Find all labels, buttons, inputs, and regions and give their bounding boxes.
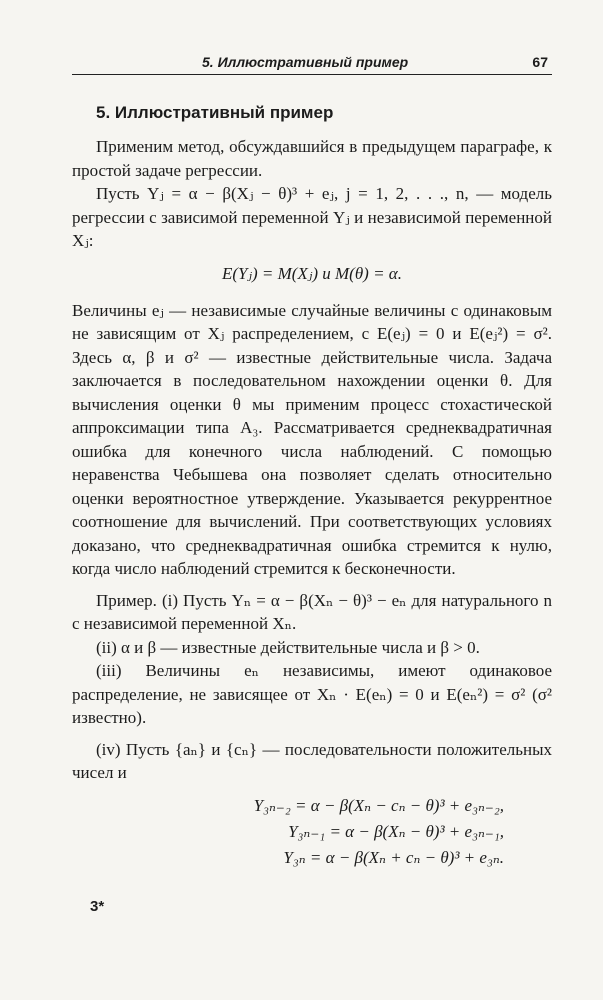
formula-expectation: E(Yⱼ) = M(Xⱼ) и M(θ) = α. xyxy=(222,263,402,283)
page-number: 67 xyxy=(532,54,548,70)
paragraph-intro: Применим метод, обсуждавшийся в предыдущем параграфе, к простой задаче регрессии. xyxy=(72,137,552,180)
signature-mark: 3* xyxy=(90,898,105,915)
formula-y3n-minus-2: Y₃ₙ₋₂ = α − β(Xₙ − cₙ − θ)³ + e₃ₙ₋₂, xyxy=(253,795,504,815)
paragraph-example-ii: (ii) α и β — известные действительные числа и β > 0. xyxy=(96,637,480,657)
book-page xyxy=(72,48,552,871)
running-head xyxy=(72,48,552,75)
running-head-title: 5. Иллюстративный пример xyxy=(202,54,409,70)
section-title: 5. Иллюстративный пример xyxy=(96,103,334,122)
formula-y3n-minus-1: Y₃ₙ₋₁ = α − β(Xₙ − θ)³ + e₃ₙ₋₁, xyxy=(288,821,504,841)
paragraph-model: Пусть Yⱼ = α − β(Xⱼ − θ)³ + eⱼ, j = 1, 2, . . ., n, — модель регрессии с зависимой переменной Yⱼ и независимой переменной Xⱼ: xyxy=(72,184,552,250)
paragraph-description: Величины eⱼ — независимые случайные величины с одинаковым не зависящим от Xⱼ распределением, с E(eⱼ) = 0 и E(eⱼ²) = σ². Здесь α, β и σ² — известные действительные числа. Задача заключается в последовательном нахождении оценки θ. Для вычисления оценки θ мы применим процесс стохастической аппроксимации типа A₃. Рассматривается среднеквадратичная ошибка для конечного числа наблюдений. С помощью неравенства Чебышева она позволяет сделать относительно оценки вероятностное утверждение. Указывается рекуррентное соотношение для вычислений. При соответствующих условиях доказано, что среднеквадратичная ошибка стремится к нулю, когда число наблюдений стремится к бесконечности. xyxy=(72,300,552,578)
paragraph-example-iii: (iii) Величины eₙ независимы, имеют одинаковое распределение, не зависящее от Xₙ · E(eₙ) = 0 и E(eₙ²) = σ² (σ² известно). xyxy=(72,661,552,727)
formula-y3n: Y₃ₙ = α − β(Xₙ + cₙ − θ)³ + e₃ₙ. xyxy=(283,847,504,867)
paragraph-example-i: Пример. (i) Пусть Yₙ = α − β(Xₙ − θ)³ − eₙ для натурального n с независимой переменной Xₙ. xyxy=(72,590,552,633)
paragraph-example-iv: (iv) Пусть {aₙ} и {cₙ} — последовательности положительных чисел и xyxy=(72,739,552,782)
